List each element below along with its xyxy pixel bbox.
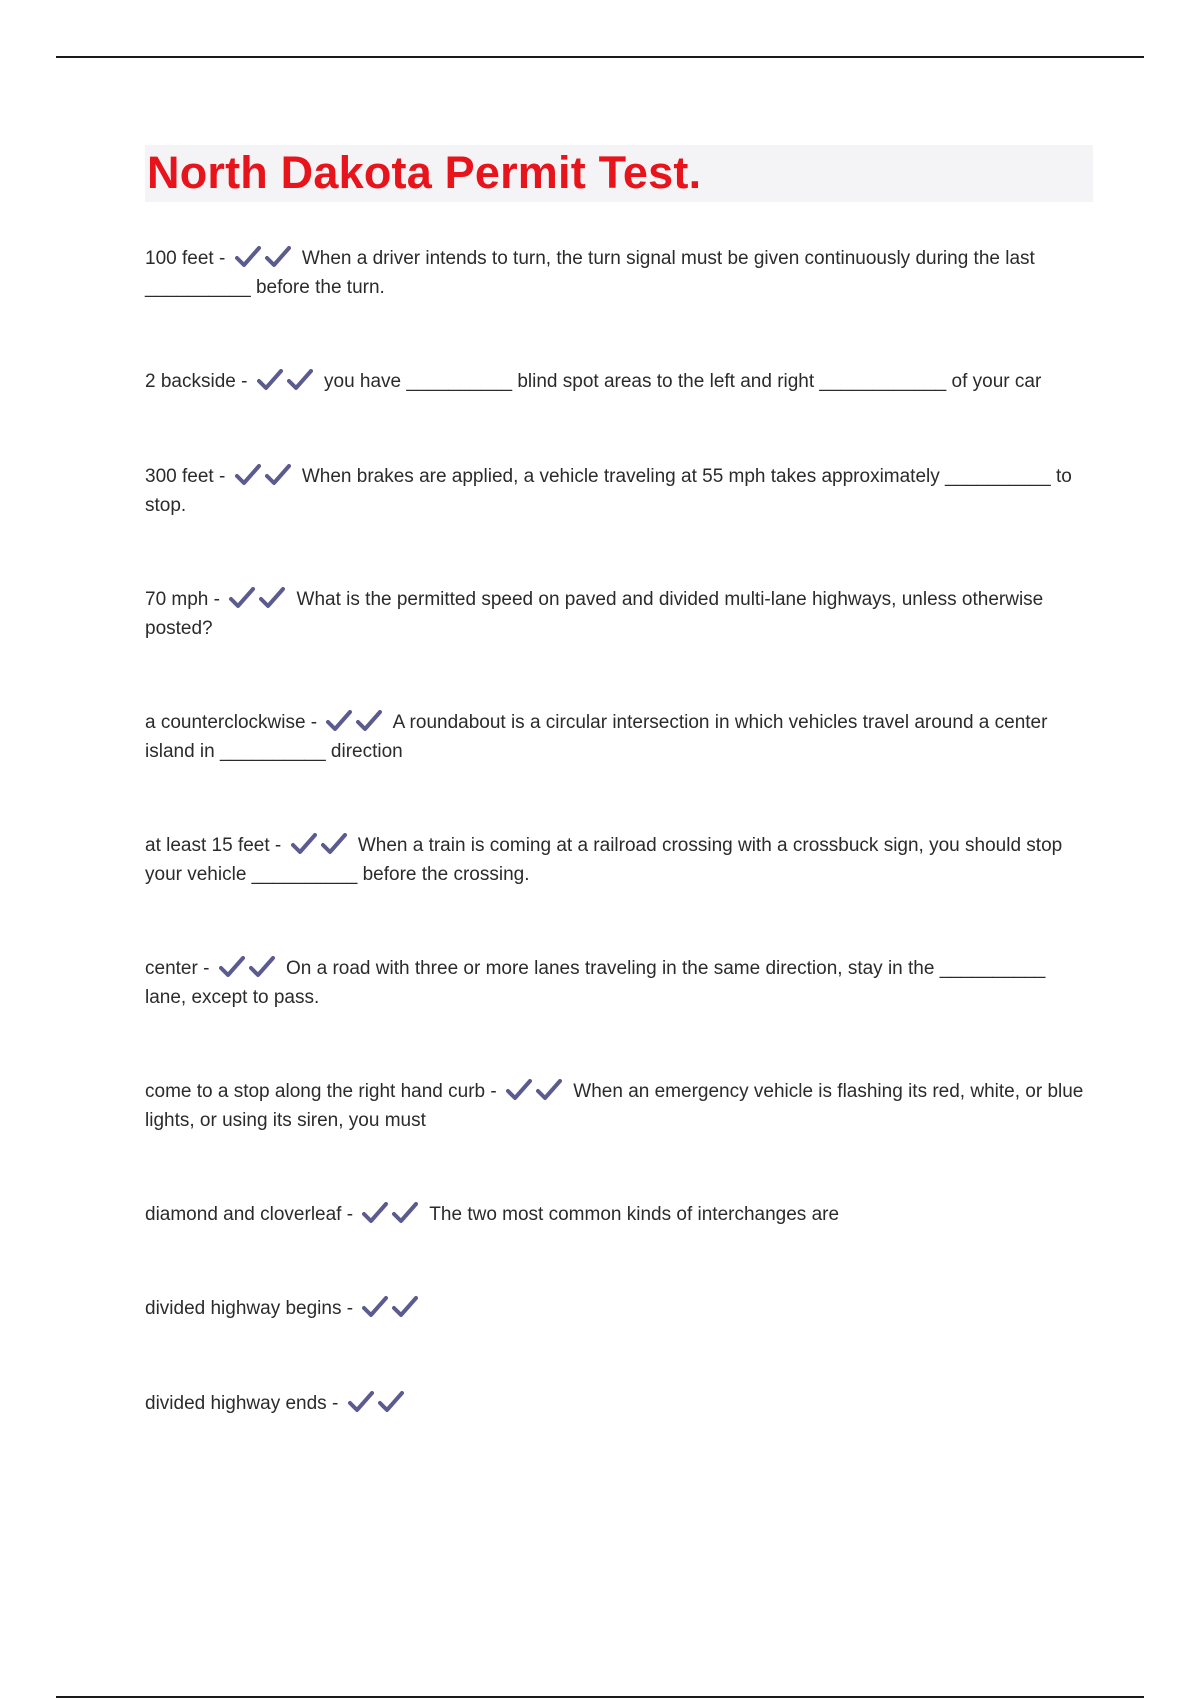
check-icon: [249, 956, 275, 978]
check-marks: [257, 371, 317, 392]
check-icon: [362, 1296, 388, 1318]
question-text: On a road with three or more lanes traveling in the same direction, stay in the __________ lane, except to pass.: [145, 958, 1046, 1008]
check-marks: [362, 1204, 422, 1225]
check-marks: [235, 248, 295, 269]
check-icon: [356, 710, 382, 732]
check-marks: [229, 589, 289, 610]
check-icon: [392, 1296, 418, 1318]
check-icon: [265, 246, 291, 268]
answer-text: a counterclockwise -: [145, 712, 318, 733]
check-icon: [348, 1391, 374, 1413]
qa-item: [145, 1077, 1090, 1200]
check-icon: [506, 1079, 532, 1101]
qa-item: [145, 1200, 1090, 1294]
answer-text: 100 feet -: [145, 248, 226, 269]
question-text: What is the permitted speed on paved and divided multi-lane highways, unless otherwise posted?: [145, 589, 1044, 639]
answer-text: diamond and cloverleaf -: [145, 1204, 354, 1225]
check-marks: [348, 1393, 408, 1414]
check-icon: [536, 1079, 562, 1101]
qa-item: [145, 1389, 1090, 1429]
question-text: When brakes are applied, a vehicle traveling at 55 mph takes approximately __________ to stop.: [145, 466, 1072, 516]
page-title: North Dakota Permit Test.: [147, 147, 702, 198]
check-marks: [291, 835, 351, 856]
check-icon: [235, 464, 261, 486]
answer-text: center -: [145, 958, 210, 979]
top-rule: [56, 56, 1144, 58]
check-icon: [287, 369, 313, 391]
check-icon: [259, 587, 285, 609]
qa-item: [145, 585, 1090, 708]
qa-list: [145, 244, 1090, 1429]
answer-text: 2 backside -: [145, 371, 248, 392]
check-marks: [506, 1081, 566, 1102]
bottom-rule: [56, 1696, 1144, 1698]
check-icon: [219, 956, 245, 978]
qa-item: [145, 244, 1090, 367]
qa-item: [145, 367, 1090, 462]
answer-text: 70 mph -: [145, 589, 220, 610]
question-text: A roundabout is a circular intersection in which vehicles travel around a center island in __________ direction: [145, 712, 1048, 762]
answer-text: come to a stop along the right hand curb -: [145, 1081, 497, 1102]
check-icon: [291, 833, 317, 855]
check-icon: [229, 587, 255, 609]
check-icon: [265, 464, 291, 486]
check-icon: [392, 1202, 418, 1224]
check-marks: [326, 712, 386, 733]
question-text: you have __________ blind spot areas to the left and right ____________ of your car: [324, 371, 1042, 392]
question-text: When an emergency vehicle is flashing its red, white, or blue lights, or using its siren, you must: [145, 1081, 1084, 1131]
answer-text: 300 feet -: [145, 466, 226, 487]
check-marks: [219, 958, 279, 979]
question-text: The two most common kinds of interchanges are: [429, 1204, 840, 1225]
answer-text: at least 15 feet -: [145, 835, 282, 856]
check-marks: [362, 1298, 422, 1319]
question-text: When a train is coming at a railroad crossing with a crossbuck sign, you should stop your vehicle __________ before the crossing.: [145, 835, 1063, 885]
qa-item: [145, 831, 1090, 954]
qa-item: [145, 462, 1090, 585]
answer-text: divided highway begins -: [145, 1298, 354, 1319]
question-text: When a driver intends to turn, the turn signal must be given continuously during the last __________ before the turn.: [145, 248, 1035, 298]
check-marks: [235, 466, 295, 487]
check-icon: [257, 369, 283, 391]
check-icon: [362, 1202, 388, 1224]
qa-item: [145, 1294, 1090, 1389]
check-icon: [235, 246, 261, 268]
qa-item: [145, 708, 1090, 831]
check-icon: [326, 710, 352, 732]
check-icon: [321, 833, 347, 855]
qa-item: [145, 954, 1090, 1077]
answer-text: divided highway ends -: [145, 1393, 339, 1414]
check-icon: [378, 1391, 404, 1413]
